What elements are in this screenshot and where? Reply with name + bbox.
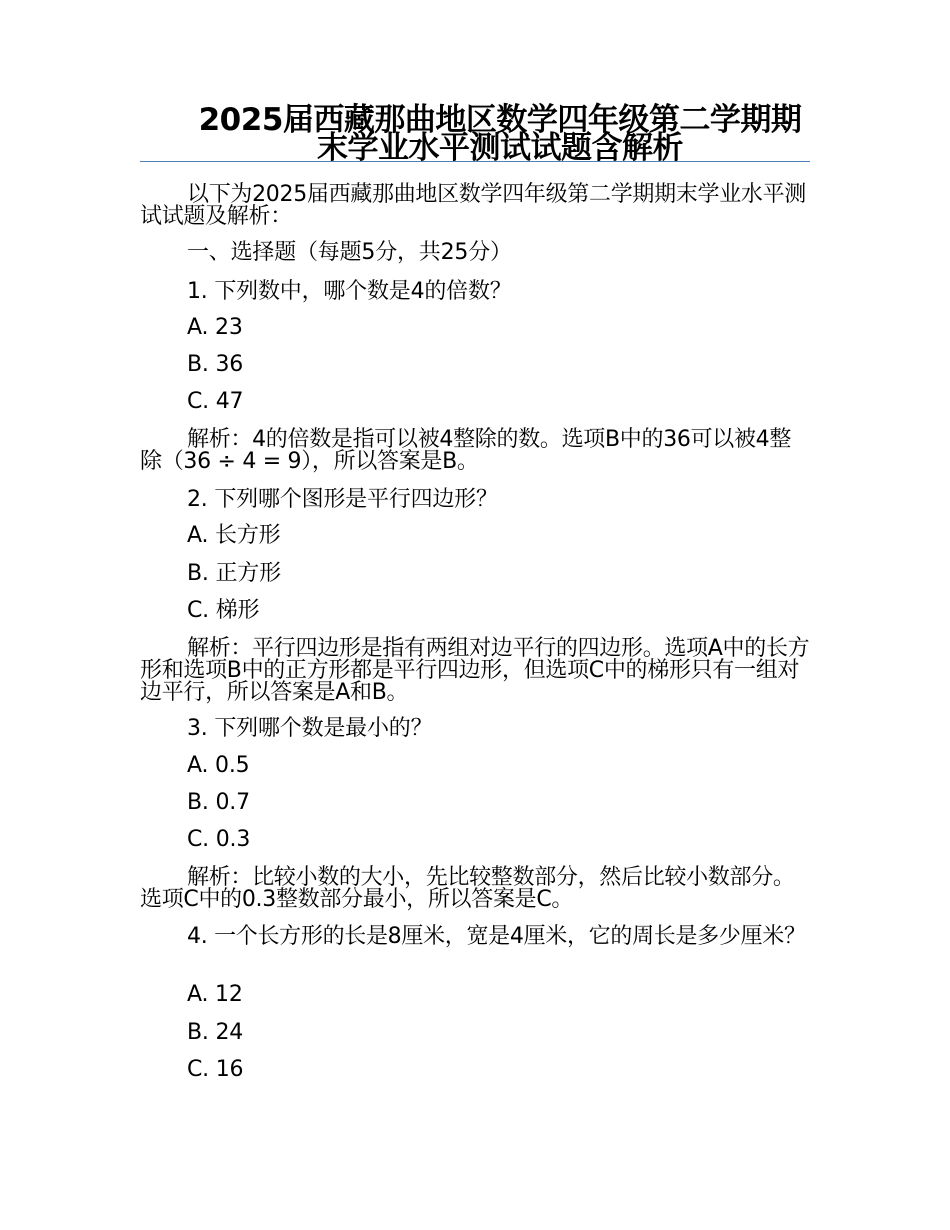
question-4-stem: 4. 一个长方形的长是8厘米，宽是4厘米，它的周长是多少厘米？ bbox=[187, 924, 806, 949]
question-2-stem: 2. 下列哪个图形是平行四边形？ bbox=[187, 487, 498, 512]
question-1-analysis: 解析：4的倍数是指可以被4整除的数。选项B中的36可以被4整除（36 ÷ 4 = 9），所以答案是B。 bbox=[140, 427, 792, 474]
question-3-option-a: A. 0.5 bbox=[187, 753, 250, 778]
question-4-option-a: A. 12 bbox=[187, 982, 243, 1007]
question-2-option-a: A. 长方形 bbox=[187, 523, 281, 548]
document-title: 2025届西藏那曲地区数学四年级第二学期期末学业水平测试试题含解析 bbox=[198, 102, 802, 166]
question-4-option-c: C. 16 bbox=[187, 1057, 244, 1082]
question-3-analysis: 解析：比较小数的大小，先比较整数部分，然后比较小数部分。选项C中的0.3整数部分最小，所以答案是C。 bbox=[140, 865, 795, 912]
question-1-option-b: B. 36 bbox=[187, 352, 244, 377]
question-3-option-c: C. 0.3 bbox=[187, 827, 251, 852]
question-2-option-b: B. 正方形 bbox=[187, 561, 281, 586]
question-4-option-b: B. 24 bbox=[187, 1020, 244, 1045]
question-1-option-c: C. 47 bbox=[187, 389, 244, 414]
question-1-stem: 1. 下列数中，哪个数是4的倍数？ bbox=[187, 279, 512, 304]
question-2-option-c: C. 梯形 bbox=[187, 598, 260, 623]
question-3-stem: 3. 下列哪个数是最小的？ bbox=[187, 716, 433, 741]
title-underline bbox=[140, 161, 810, 162]
intro-paragraph: 以下为2025届西藏那曲地区数学四年级第二学期期末学业水平测试试题及解析： bbox=[140, 182, 806, 229]
section-heading: 一、选择题（每题5分，共25分） bbox=[187, 240, 512, 265]
question-1-option-a: A. 23 bbox=[187, 315, 243, 340]
question-2-analysis: 解析：平行四边形是指有两组对边平行的四边形。选项A中的长方形和选项B中的正方形都是平行四边形，但选项C中的梯形只有一组对边平行，所以答案是A和B。 bbox=[140, 636, 810, 705]
question-3-option-b: B. 0.7 bbox=[187, 790, 250, 815]
